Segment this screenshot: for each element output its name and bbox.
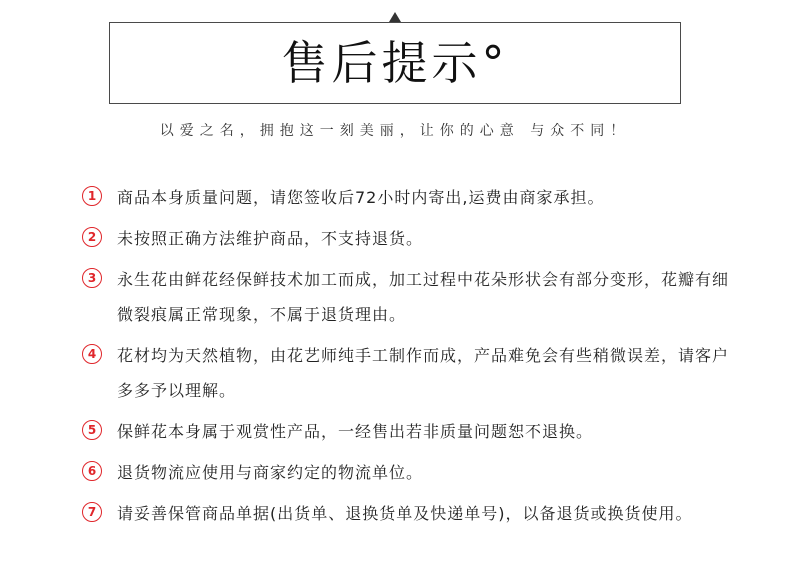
list-item: [82, 496, 742, 531]
item-number-badge: 7: [82, 502, 102, 522]
item-text: 保鲜花本身属于观赏性产品，一经售出若非质量问题恕不退换。: [117, 422, 594, 441]
notice-list: [82, 180, 742, 537]
list-item: [82, 180, 742, 215]
item-text: 退货物流应使用与商家约定的物流单位。: [117, 463, 424, 482]
list-item: [82, 414, 742, 449]
item-number-badge: 5: [82, 420, 102, 440]
item-text: 商品本身质量问题，请您签收后72小时内寄出,运费由商家承担。: [117, 188, 605, 207]
subtitle: 以爱之名，拥抱这一刻美丽，让你的心意 与众不同！: [159, 123, 631, 139]
list-item: [82, 455, 742, 490]
item-number-badge: 6: [82, 461, 102, 481]
list-item: [82, 338, 742, 408]
item-number-badge: 4: [82, 344, 102, 364]
item-text: 永生花由鲜花经保鲜技术加工而成，加工过程中花朵形状会有部分变形，花瓣有细微裂痕属正常现象，不属于退货理由。: [117, 270, 730, 324]
page-title: 售后提示°: [281, 36, 509, 90]
item-number-badge: 3: [82, 268, 102, 288]
title-arrow-icon: [389, 12, 401, 22]
title-box: [109, 22, 681, 104]
item-text: 请妥善保管商品单据(出货单、退换货单及快递单号)，以备退货或换货使用。: [117, 504, 693, 523]
list-item: [82, 221, 742, 256]
item-number-badge: 1: [82, 186, 102, 206]
list-item: [82, 262, 742, 332]
item-number-badge: 2: [82, 227, 102, 247]
item-text: 花材均为天然植物，由花艺师纯手工制作而成，产品难免会有些稍微误差，请客户多多予以理解。: [117, 346, 730, 400]
item-text: 未按照正确方法维护商品，不支持退货。: [117, 229, 424, 248]
